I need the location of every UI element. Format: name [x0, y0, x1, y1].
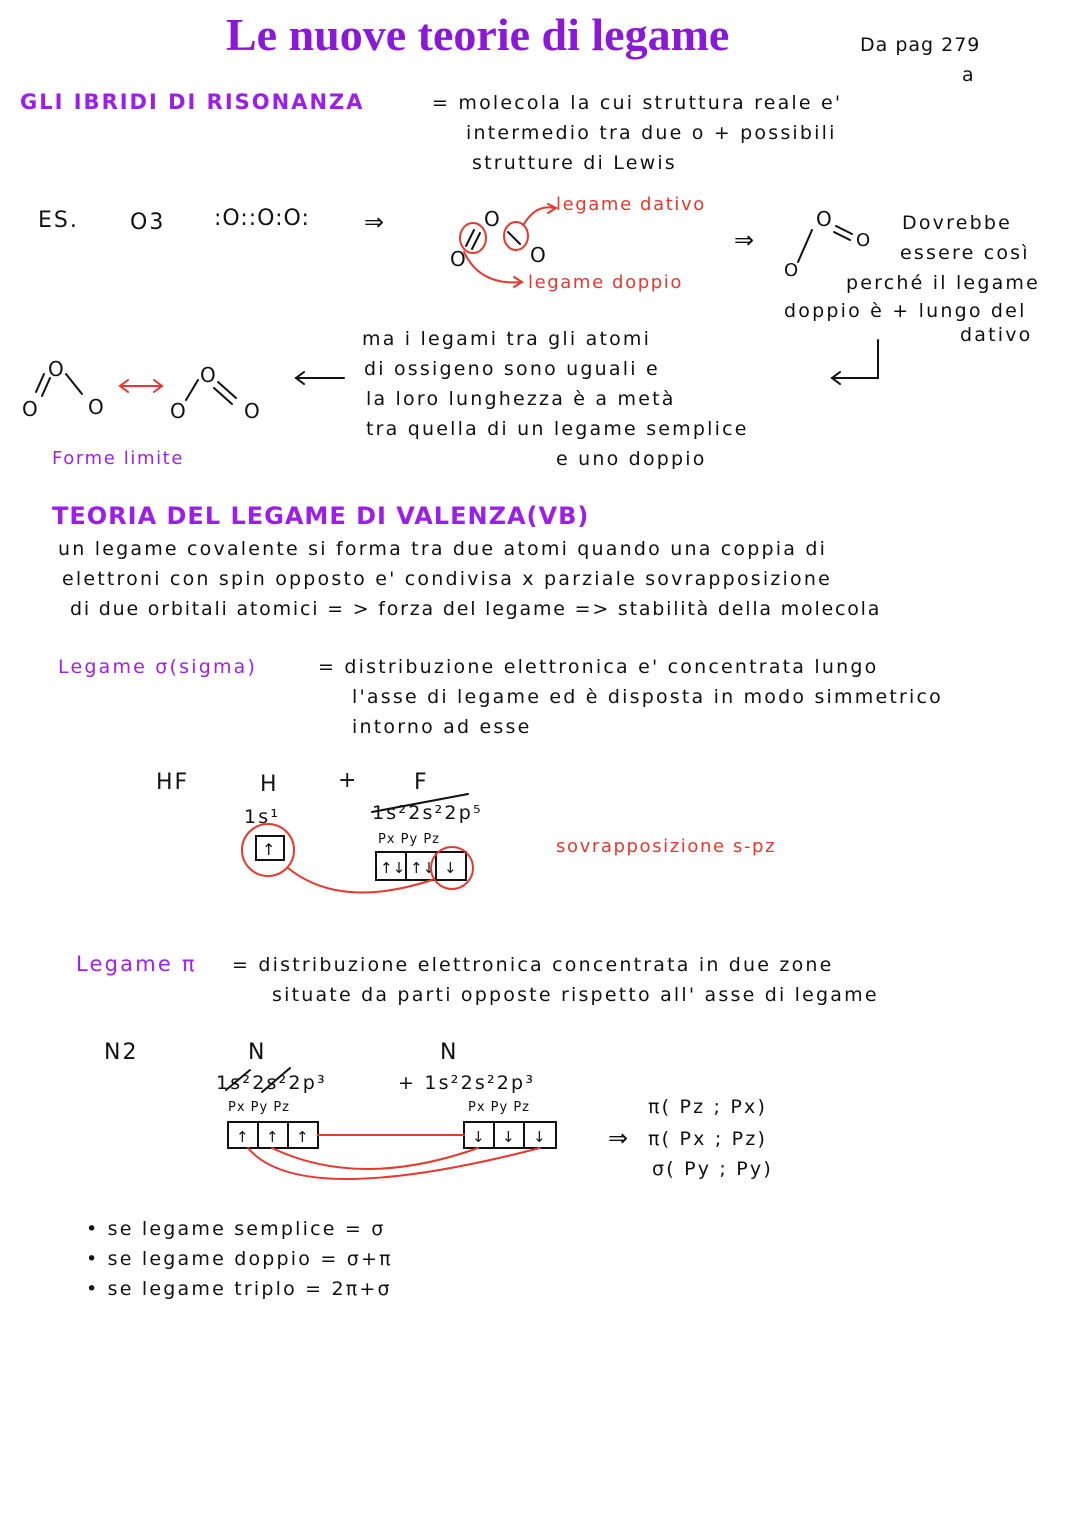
n2-label: N2	[104, 1040, 139, 1065]
svg-text:O: O	[22, 397, 38, 421]
n2-overlap-curves	[248, 1135, 540, 1179]
n2-implies-arrow: ⇒	[608, 1124, 629, 1152]
note-line-3: la loro lunghezza è a metà	[366, 388, 676, 410]
dovrebbe-line-5: dativo	[960, 324, 1033, 346]
hf-plus: +	[338, 768, 359, 793]
resonance-arrow	[120, 380, 162, 392]
resonance-heading: GLI IBRIDI DI RISONANZA	[20, 90, 365, 114]
svg-text:↓: ↓	[472, 1128, 485, 1146]
n2-config-1: 1s²2s²2p³	[216, 1072, 327, 1094]
svg-text:↑: ↑	[296, 1128, 309, 1146]
svg-text:↑↓: ↑↓	[380, 859, 406, 877]
f-1s-strikethrough	[372, 794, 468, 812]
dovrebbe-line-2: essere così	[900, 242, 1030, 264]
hf-f-atom: F	[414, 770, 429, 795]
svg-text:O: O	[48, 357, 64, 381]
sigma-label: Legame σ(sigma)	[58, 656, 258, 678]
o3-dovrebbe-structure	[784, 207, 870, 281]
label-legame-dativo: legame dativo	[556, 194, 706, 215]
o3-bent-structure	[450, 207, 546, 271]
label-legame-doppio: legame doppio	[528, 272, 683, 293]
pi-label: Legame π	[76, 952, 197, 976]
note-line-4: tra quella di un legame semplice	[366, 418, 749, 440]
svg-text:O: O	[530, 243, 546, 267]
svg-text:O: O	[450, 247, 466, 271]
svg-text:O: O	[856, 230, 871, 251]
summary-item-3: • se legame triplo = 2π+σ	[86, 1278, 392, 1300]
vb-heading: TEORIA DEL LEGAME DI VALENZA(VB)	[52, 502, 590, 530]
n2-atom-1: N	[248, 1040, 267, 1065]
note-line-5: e uno doppio	[556, 448, 707, 470]
hf-h-config: 1s¹	[244, 806, 281, 828]
pi-definition-2: situate da parti opposte rispetto all' asse di legame	[272, 984, 879, 1006]
sigma-definition-3: intorno ad esse	[352, 716, 532, 738]
svg-text:O: O	[816, 207, 832, 231]
n2-bond-3: σ( Py ; Py)	[652, 1158, 773, 1180]
page-reference: Da pag 279	[860, 34, 981, 56]
svg-text:O: O	[200, 363, 216, 387]
doppio-pointer	[464, 252, 522, 282]
sigma-definition-2: l'asse di legame ed è disposta in modo simmetrico	[352, 686, 943, 708]
page-title: Le nuove teorie di legame	[226, 9, 730, 60]
dovrebbe-line-4: doppio è + lungo del	[784, 300, 1027, 322]
resonance-forms	[22, 357, 260, 423]
hf-label: HF	[156, 770, 190, 795]
forme-limite-label: Forme limite	[52, 448, 185, 469]
svg-text:O: O	[484, 207, 500, 231]
summary-item-2-text: se legame doppio = σ+π	[107, 1248, 393, 1270]
svg-text:O: O	[88, 395, 104, 419]
pi-definition-1: = distribuzione elettronica concentrata in due zone	[232, 954, 834, 976]
svg-text:↓: ↓	[444, 859, 457, 877]
svg-text:O: O	[170, 399, 186, 423]
summary-item-1-text: se legame semplice = σ	[107, 1218, 386, 1240]
page-reference-to: a	[962, 64, 975, 86]
hf-h-atom: H	[260, 772, 279, 797]
hf-overlap-label: sovrapposizione s-pz	[556, 836, 777, 857]
n2-config-2: + 1s²2s²2p³	[398, 1072, 536, 1094]
vb-intro-1: un legame covalente si forma tra due atomi quando una coppia di	[58, 538, 828, 560]
dative-bond-circle	[504, 222, 528, 250]
n-1s-strikethrough-1	[226, 1070, 250, 1090]
summary-item-2: • se legame doppio = σ+π	[86, 1248, 393, 1270]
sigma-definition-1: = distribuzione elettronica e' concentrata lungo	[318, 656, 879, 678]
n2-p-labels-1: Px Py Pz	[228, 1100, 290, 1115]
svg-text:↓: ↓	[533, 1128, 546, 1146]
summary-item-1: • se legame semplice = σ	[86, 1218, 386, 1240]
n2-atom-2: N	[440, 1040, 459, 1065]
n2-bond-1: π( Pz ; Px)	[648, 1096, 768, 1118]
dovrebbe-line-1: Dovrebbe	[902, 212, 1012, 234]
n-2s-strikethrough	[262, 1068, 290, 1092]
svg-text:↓: ↓	[502, 1128, 515, 1146]
svg-text:↑: ↑	[262, 840, 276, 859]
svg-text:O: O	[244, 399, 260, 423]
resonance-definition-2: intermedio tra due o + possibili	[466, 122, 837, 144]
svg-text:↑: ↑	[236, 1128, 249, 1146]
n2-p-labels-2: Px Py Pz	[468, 1100, 530, 1115]
implies-arrow-2: ⇒	[734, 226, 755, 254]
hf-p-labels: Px Py Pz	[378, 832, 440, 847]
resonance-definition-3: strutture di Lewis	[472, 152, 677, 174]
example-formula: O3	[130, 210, 166, 235]
note-line-1: ma i legami tra gli atomi	[362, 328, 652, 350]
svg-text:↑↓: ↑↓	[410, 859, 436, 877]
example-label: ES.	[38, 208, 79, 233]
lewis-formula: :O::O:O:	[214, 206, 310, 231]
n2-bond-2: π( Px ; Pz)	[648, 1128, 768, 1150]
vb-intro-2: elettroni con spin opposto e' condivisa x parziale sovrapposizione	[62, 568, 832, 590]
summary-item-3-text: se legame triplo = 2π+σ	[107, 1278, 392, 1300]
hf-f-config: 1s²2s²2p⁵	[372, 802, 483, 824]
resonance-definition-1: = molecola la cui struttura reale e'	[432, 92, 843, 114]
note-line-2: di ossigeno sono uguali e	[364, 358, 660, 380]
svg-text:↑: ↑	[266, 1128, 279, 1146]
vb-intro-3: di due orbitali atomici = > forza del legame => stabilità della molecola	[70, 598, 882, 620]
svg-text:O: O	[784, 260, 799, 281]
dovrebbe-line-3: perché il legame	[846, 272, 1041, 294]
dativo-pointer	[524, 207, 554, 224]
implies-arrow-1: ⇒	[364, 208, 385, 236]
